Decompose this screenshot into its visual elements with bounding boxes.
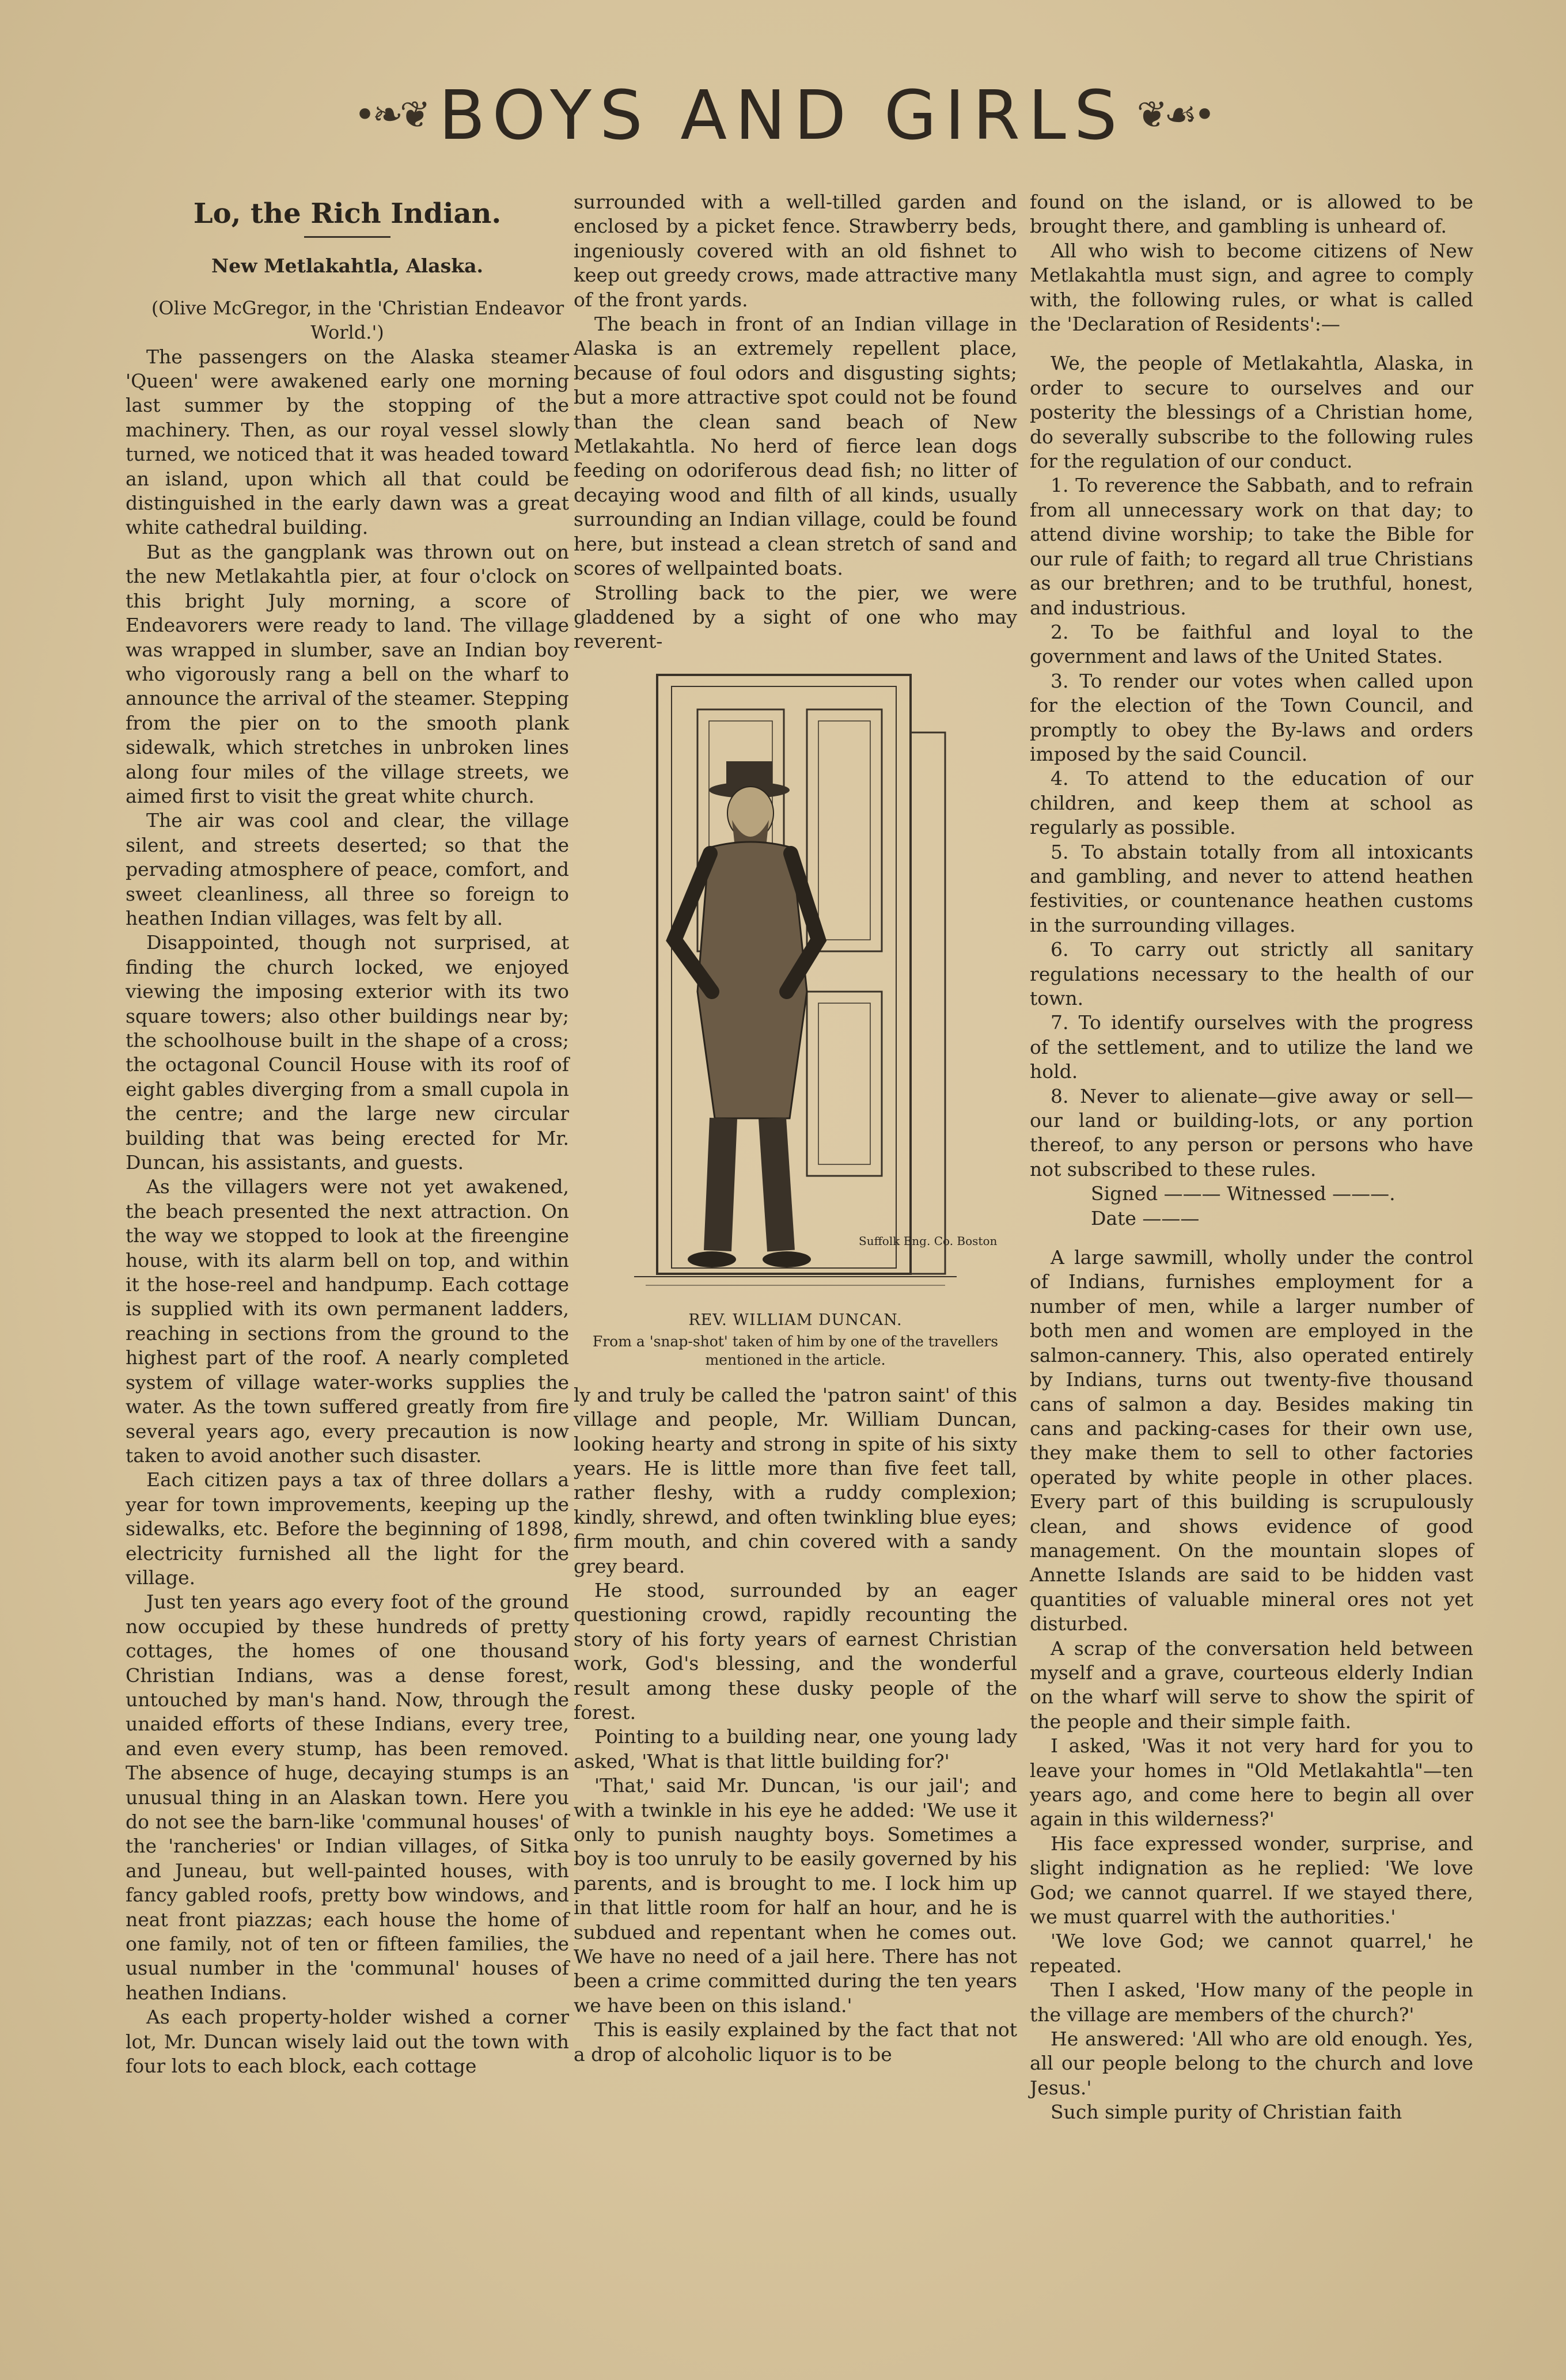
paragraph: Disappointed, though not surprised, at finding the church locked, we enjoyed viewing the imposing exterior with its two square towers; also other buildings near by; the schoolhouse built in the shape of a cross; the octagonal Council House with its roof of eight gables diverging from a small cupola in the centre; and the large new circular building that was being erected for Mr. Duncan, his assistants, and guests. <box>126 931 569 1174</box>
ornament-right: ❦☙• <box>1136 94 1212 136</box>
paragraph: surrounded with a well-tilled garden and enclosed by a picket fence. Strawberry beds, ingeniously covered with an old fishnet to keep out greedy crows, made attractive many of the front yards. <box>574 191 1017 311</box>
paragraph: Strolling back to the pier, we were gladdened by a sight of one who may reverent- <box>574 581 1017 653</box>
column-3 <box>1030 190 1473 2125</box>
paragraph: Then I asked, 'How many of the people in the village are members of the church?' <box>1030 1979 1473 2026</box>
declaration-rule: 4. To attend to the education of our children, and keep them at school as regularly as possible. <box>1030 767 1473 839</box>
figure-caption-sub: From a 'snap-shot' taken of him by one of the travellers mentioned in the article. <box>592 1333 999 1369</box>
declaration-preamble: We, the people of Metlakahtla, Alaska, in order to secure to ourselves and our posterity the blessings of a Christian home, do severally subscribe to the following rules for the regulation of our conduct. <box>1030 352 1473 473</box>
paragraph: A large sawmill, wholly under the control of Indians, furnishes employment for a number of men, while a larger number of both men and women are employed in the salmon-cannery. This, also operated entirely by Indians, turns out twenty-five thousand cans of salmon a day. Besides making tin cans and packing-cases for their own use, they make them to sell to other factories operated by white people in other places. Every part of this building is scrupulously clean, and shows evidence of good management. On the mountain slopes of Annette Islands are said to be hidden vast quantities of valuable mineral ores not yet disturbed. <box>1030 1246 1473 1635</box>
declaration-rule: 1. To reverence the Sabbath, and to refrain from all unnecessary work on that day; to attend divine worship; to take the Bible for our rule of faith; to regard all true Christians as our brethren; and to be truthful, honest, and industrious. <box>1030 474 1473 619</box>
ornament-left: •❧❦ <box>354 94 427 136</box>
paragraph: found on the island, or is allowed to be brought there, and gambling is unheard of. <box>1030 191 1473 238</box>
paragraph: Pointing to a building near, one young lady asked, 'What is that little building for?' <box>574 1725 1017 1772</box>
declaration-of-residents <box>1030 351 1473 1231</box>
headline-rule <box>304 236 390 238</box>
portrait-illustration <box>588 669 1003 1303</box>
article-headline: Lo, the Rich Indian. <box>193 198 502 230</box>
paragraph: As each property-holder wished a corner lot, Mr. Duncan wisely laid out the town with four lots to each block, each cottage <box>126 2006 569 2078</box>
declaration-rule: 6. To carry out strictly all sanitary regulations necessary to the health of our town. <box>1030 938 1473 1009</box>
paragraph: The beach in front of an Indian village in Alaska is an extremely repellent place, because of foul odors and disgusting sights; but a more attractive spot could not be found than the clean sand beach of New Metlakahtla. No herd of fierce lean dogs feeding on odoriferous dead fish; no litter of decaying wood and filth of all kinds, usually surrounding an Indian village, could be found here, but instead a clean stretch of sand and scores of wellpainted boats. <box>574 313 1017 580</box>
declaration-rule: 5. To abstain totally from all intoxicants and gambling, and never to attend heathen festivities, or countenance heathen customs in the surrounding villages. <box>1030 840 1473 936</box>
paragraph: The air was cool and clear, the village silent, and streets deserted; so that the pervading atmosphere of peace, comfort, and sweet cleanliness, all three so foreign to heathen Indian villages, was felt by all. <box>126 809 569 929</box>
declaration-rule: 3. To render our votes when called upon for the election of the Town Council, and promptly to obey the By-laws and orders imposed by the said Council. <box>1030 669 1473 765</box>
paragraph: The passengers on the Alaska steamer 'Queen' were awakened early one morning last summer by the stopping of the machinery. Then, as our royal vessel slowly turned, we noticed that it was headed toward an island, upon which all that could be distinguished in the early dawn was a great white cathedral building. <box>126 345 569 539</box>
paragraph: He stood, surrounded by an eager questioning crowd, rapidly recounting the story of his forty years of earnest Christian work, God's blessing, and the wonderful result among these dusky people of the forest. <box>574 1578 1017 1724</box>
paragraph: All who wish to become citizens of New Metlakahtla must sign, and agree to comply with, the following rules, or what is called the 'Declaration of Residents':— <box>1030 239 1473 336</box>
column-2 <box>574 190 1017 2067</box>
column-1 <box>126 190 569 2078</box>
figure-caption-title: REV. WILLIAM DUNCAN. <box>688 1311 903 1329</box>
paragraph: 'That,' said Mr. Duncan, 'is our jail'; and with a twinkle in his eye he added: 'We use it only to punish naughty boys. Sometimes a boy is too unruly to be easily governed by his parents, and is brought to me. I lock him up in that little room for half an hour, and he is subdued and repentant when he comes out. We have no need of a jail here. There has not been a crime committed during the ten years we have been on this island.' <box>574 1774 1017 2017</box>
masthead <box>0 69 1566 161</box>
paragraph: This is easily explained by the fact that not a drop of alcoholic liquor is to be <box>574 2018 1017 2066</box>
article-dateline: New Metlakahtla, Alaska. <box>211 255 483 278</box>
engraver-signature: Suffolk Eng. Co. Boston <box>859 1233 998 1248</box>
paragraph: He answered: 'All who are old enough. Yes, all our people belong to the church and love Jesus.' <box>1030 2028 1473 2099</box>
paragraph: As the villagers were not yet awakened, the beach presented the next attraction. On the way we stopped to look at the fireengine house, with its alarm bell on top, and within it the hose-reel and handpump. Each cottage is supplied with its own permanent ladders, reaching in sections from the ground to the highest part of the roof. A nearly completed system of village water-works supplies the water. As the town suffered greatly from fire several years ago, every precaution is now taken to avoid another such disaster. <box>126 1175 569 1467</box>
paragraph: A scrap of the conversation held between myself and a grave, courteous elderly Indian on the wharf will serve to show the spirit of the people and their simple faith. <box>1030 1637 1473 1733</box>
section-title: BOYS AND GIRLS <box>438 75 1125 155</box>
paragraph: Such simple purity of Christian faith <box>1051 2101 1402 2124</box>
signature-line: Signed ——— Witnessed ———. <box>1091 1182 1396 1205</box>
paragraph: 'We love God; we cannot quarrel,' he repeated. <box>1030 1930 1473 1977</box>
paragraph: His face expressed wonder, surprise, and slight indignation as he replied: 'We love God; we cannot quarrel. If we stayed there, we must quarrel with the authorities.' <box>1030 1832 1473 1929</box>
paragraph: But as the gangplank was thrown out on the new Metlakahtla pier, at four o'clock on this bright July morning, a score of Endeavorers were ready to land. The village was wrapped in slumber, save an Indian boy who vigorously rang a bell on the wharf to announce the arrival of the steamer. Stepping from the pier on to the smooth plank sidewalk, which stretches in unbroken lines along four miles of the village streets, we aimed first to visit the great white church. <box>126 540 569 807</box>
article-credit: (Olive McGregor, in the 'Christian Endeavor World.') <box>151 297 564 344</box>
paragraph: Each citizen pays a tax of three dollars a year for town improvements, keeping up the sidewalks, etc. Before the beginning of 1898, electricity furnished all the light for the village. <box>126 1468 569 1589</box>
declaration-rule: 2. To be faithful and loyal to the government and laws of the United States. <box>1030 620 1473 668</box>
declaration-rule: 7. To identify ourselves with the progress of the settlement, and to utilize the land we hold. <box>1030 1011 1473 1083</box>
paragraph: ly and truly be called the 'patron saint' of this village and people, Mr. William Duncan, looking hearty and strong in spite of his sixty years. He is little more than five feet tall, rather fleshy, with a ruddy complexion; kindly, shrewd, and often twinkling blue eyes; firm mouth, and chin covered with a sandy grey beard. <box>574 1383 1017 1577</box>
declaration-rule: 8. Never to alienate—give away or sell—our land or building-lots, or any portion thereof, to any person or persons who have not subscribed to these rules. <box>1030 1084 1473 1180</box>
date-line: Date ——— <box>1091 1206 1200 1229</box>
portrait-figure <box>574 669 1017 1372</box>
paragraph: Just ten years ago every foot of the ground now occupied by these hundreds of pretty cottages, the homes of one thousand Christian Indians, was a dense forest, untouched by man's hand. Now, through the unaided efforts of these Indians, every tree, and even every stump, has been removed. The absence of huge, decaying stumps is an unusual thing in an Alaskan town. Here you do not see the barn-like 'communal houses' of the 'rancheries' or Indian villages, of Sitka and Juneau, but well-painted houses, with fancy gabled roofs, pretty bow windows, and neat front piazzas; each house the home of one family, not of ten or fifteen families, the usual number in the 'communal' houses of heathen Indians. <box>126 1591 569 2004</box>
paragraph: I asked, 'Was it not very hard for you to leave your homes in "Old Metlakahtla"—ten years ago, and come here to begin all over again in this wilderness?' <box>1030 1734 1473 1831</box>
